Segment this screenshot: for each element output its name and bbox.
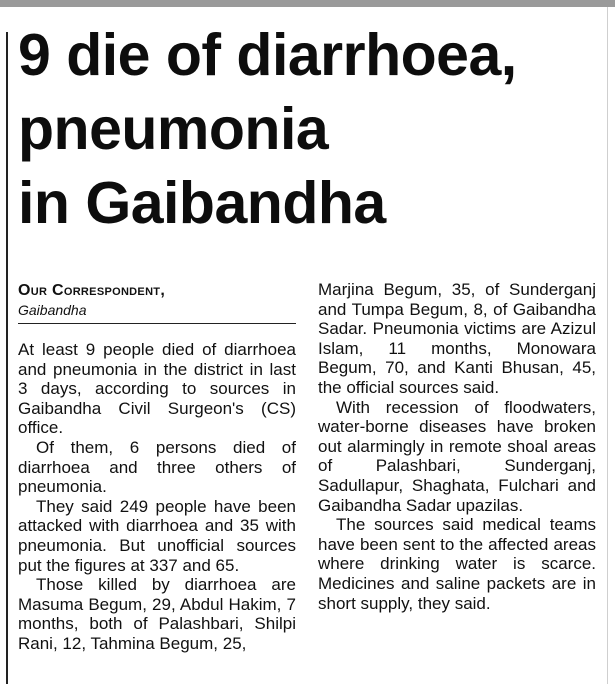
left-column-rule [6, 32, 8, 684]
paragraph: The sources said medical teams have been sent to the affected areas where drinking water is scarce. Medicines and saline packets are in short supply, they said. [318, 515, 596, 613]
article-column-right [318, 280, 596, 613]
paragraph: Marjina Begum, 35, of Sunderganj and Tumpa Begum, 8, of Gaibandha Sadar. Pneumonia victims are Azizul Islam, 11 months, Monowara Begum, 70, and Kanti Bhusan, 45, the official sources said. [318, 280, 596, 397]
article-column-left [18, 281, 296, 654]
headline-line-2: pneumonia [18, 96, 329, 162]
headline-line-1: 9 die of diarrhoea, [18, 22, 517, 88]
headline [18, 18, 608, 240]
byline-divider [18, 323, 296, 324]
paragraph: They said 249 people have been attacked with diarrhoea and 35 with pneumonia. But unofficial sources put the figures at 337 and 65. [18, 496, 296, 575]
byline-place: Gaibandha [18, 302, 87, 318]
paragraph: With recession of floodwaters, water-borne diseases have broken out alarmingly in remote shoal areas of Palashbari, Sunderganj, Sadullapur, Shaghata, Fulchari and Gaibandha Sadar upazilas. [318, 397, 596, 515]
paragraph: At least 9 people died of diarrhoea and pneumonia in the district in last 3 days, according to sources in Gaibandha Civil Surgeon's (CS) office. [18, 340, 296, 438]
paragraph: Of them, 6 persons died of diarrhoea and three others of pneumonia. [18, 437, 296, 497]
headline-line-3: in Gaibandha [18, 170, 386, 236]
paragraph: Those killed by diarrhoea are Masuma Begum, 29, Abdul Hakim, 7 months, both of Palashbari, Shilpi Rani, 12, Tahmina Begum, 25, [18, 575, 296, 653]
byline-name: Our Correspondent, [18, 282, 166, 299]
top-border-rule [0, 0, 615, 7]
